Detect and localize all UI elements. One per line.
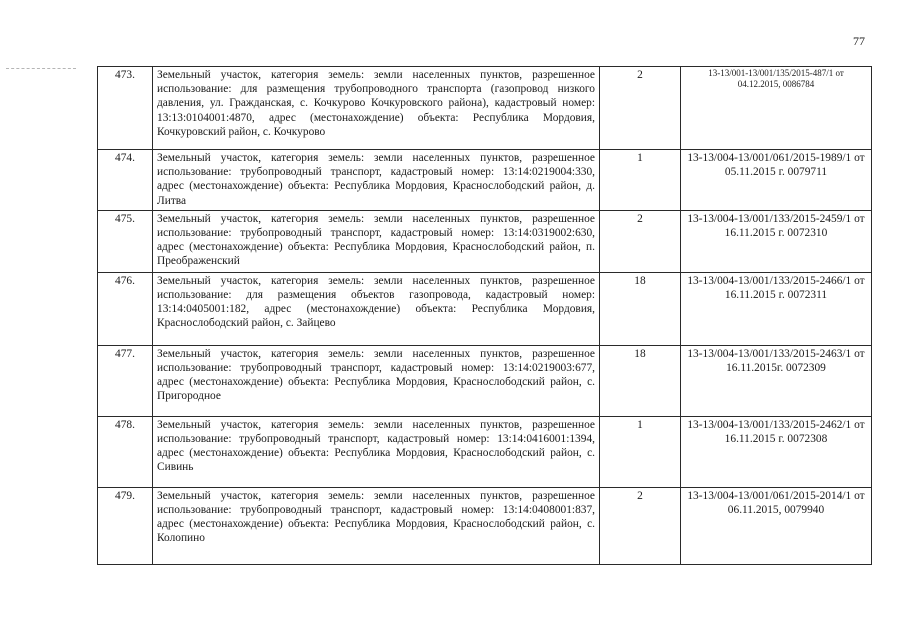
table-row: [98, 487, 872, 564]
table-row: [98, 150, 872, 211]
table-row: [98, 272, 872, 345]
row-number: 476.: [98, 272, 153, 345]
row-registration: 13-13/004-13/001/061/2015-2014/1 от 06.11.2015, 0079940: [681, 487, 872, 564]
table-row: [98, 416, 872, 487]
row-description: Земельный участок, категория земель: земли населенных пунктов, разрешенное использование: трубопроводный транспорт, кадастровый номер: 13:14:0319002:630, адрес (местонахождение) объекта: Республика Мордовия, Краснослободский район, п. Преображенский: [153, 210, 600, 272]
page-number: 77: [853, 34, 865, 48]
row-quantity: 18: [600, 272, 681, 345]
row-registration: 13-13/004-13/001/133/2015-2463/1 от 16.11.2015г. 0072309: [681, 345, 872, 416]
row-quantity: 1: [600, 150, 681, 211]
row-quantity: 18: [600, 345, 681, 416]
row-number: 474.: [98, 150, 153, 211]
row-description: Земельный участок, категория земель: земли населенных пунктов, разрешенное использование: трубопроводный транспорт, кадастровый номер: 13:14:0219004:330, адрес (местонахождение) объекта: Республика Мордовия, Краснослободский район, д. Литва: [153, 150, 600, 211]
row-registration: 13-13/004-13/001/133/2015-2466/1 от 16.11.2015 г. 0072311: [681, 272, 872, 345]
row-number: 477.: [98, 345, 153, 416]
row-quantity: 1: [600, 416, 681, 487]
table-row: [98, 345, 872, 416]
row-number: 479.: [98, 487, 153, 564]
row-registration: 13-13/004-13/001/133/2015-2462/1 от 16.11.2015 г. 0072308: [681, 416, 872, 487]
table-row: [98, 67, 872, 150]
row-description: Земельный участок, категория земель: земли населенных пунктов, разрешенное использование: трубопроводный транспорт, кадастровый номер: 13:14:0408001:837, адрес (местонахождение) объекта: Республика Мордовия, Краснослободский район, с. Колопино: [153, 487, 600, 564]
row-registration: 13-13/004-13/001/061/2015-1989/1 от 05.11.2015 г. 0079711: [681, 150, 872, 211]
row-registration: 13-13/001-13/001/135/2015-487/1 от 04.12.2015, 0086784: [681, 67, 872, 150]
land-plots-table: [97, 66, 872, 565]
scan-artifact: [6, 68, 76, 73]
row-number: 473.: [98, 67, 153, 150]
row-registration: 13-13/004-13/001/133/2015-2459/1 от 16.11.2015 г. 0072310: [681, 210, 872, 272]
row-description: Земельный участок, категория земель: земли населенных пунктов, разрешенное использование: для размещения трубопроводного транспорта (газопровод низкого давления, ул. Гражданская, с. Кочкурово Кочкуровского района), кадастровый номер: 13:13:0104001:4870, адрес (местонахождение) объекта: Республика Мордовия, Кочкуровский район, с. Кочкурово: [153, 67, 600, 150]
table-row: [98, 210, 872, 272]
row-number: 475.: [98, 210, 153, 272]
row-description: Земельный участок, категория земель: земли населенных пунктов, разрешенное использование: для размещения объектов газопровода, кадастровый номер: 13:14:0405001:182, адрес (местонахождение) объекта: Республика Мордовия, Краснослободский район, с. Зайцево: [153, 272, 600, 345]
row-quantity: 2: [600, 487, 681, 564]
row-description: Земельный участок, категория земель: земли населенных пунктов, разрешенное использование: трубопроводный транспорт, кадастровый номер: 13:14:0416001:1394, адрес (местонахождение) объекта: Республика Мордовия, Краснослободский район, с. Сивинь: [153, 416, 600, 487]
row-number: 478.: [98, 416, 153, 487]
row-description: Земельный участок, категория земель: земли населенных пунктов, разрешенное использование: трубопроводный транспорт, кадастровый номер: 13:14:0219003:677, адрес (местонахождение) объекта: Республика Мордовия, Краснослободский район, с. Пригородное: [153, 345, 600, 416]
row-quantity: 2: [600, 210, 681, 272]
row-quantity: 2: [600, 67, 681, 150]
